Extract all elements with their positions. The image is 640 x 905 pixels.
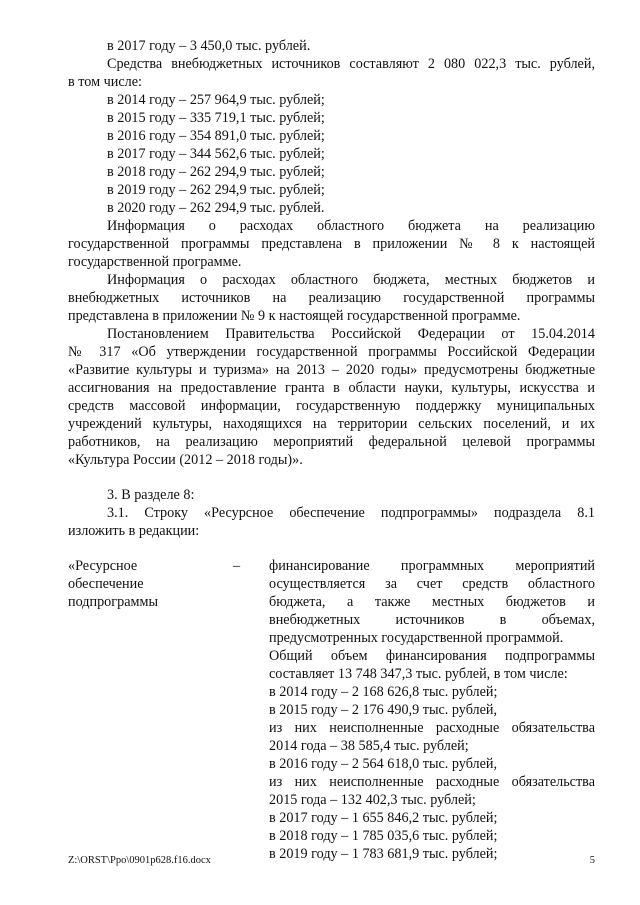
body-text-line: Средства внебюджетных источников составляют 2 080 022,3 тыс. рублей, <box>107 56 595 72</box>
row-content-line: 2014 года – 38 585,4 тыс. рублей; <box>269 738 469 754</box>
body-text-line: в 2019 году – 262 294,9 тыс. рублей; <box>107 182 325 198</box>
row-content-line: в 2019 году – 1 783 681,9 тыс. рублей; <box>269 846 498 862</box>
row-content-line: в 2017 году – 1 655 846,2 тыс. рублей; <box>269 810 498 826</box>
body-text-line: в 2016 году – 354 891,0 тыс. рублей; <box>107 128 325 144</box>
body-text-line: Постановлением Правительства Российской Федерации от 15.04.2014 <box>107 326 595 342</box>
body-text-line: государственной программе. <box>68 254 242 270</box>
row-content-line: 2015 года – 132 402,3 тыс. рублей; <box>269 792 476 808</box>
body-text-line: ассигнования на предоставление гранта в области науки, культуры, искусства и <box>68 380 595 396</box>
row-content-line: из них неисполненные расходные обязательства <box>269 720 595 736</box>
row-label-line: – <box>233 558 241 574</box>
row-label-line: обеспечение <box>68 576 144 592</box>
body-text-line: учреждений культуры, находящихся на территории сельских поселений, и их <box>68 416 595 432</box>
body-text-line: в 2017 году – 3 450,0 тыс. рублей. <box>107 38 311 54</box>
body-text-line: в 2014 году – 257 964,9 тыс. рублей; <box>107 92 325 108</box>
body-text-line: в 2020 году – 262 294,9 тыс. рублей. <box>107 200 325 216</box>
row-content-line: из них неисполненные расходные обязательства <box>269 774 595 790</box>
body-text-line: № 317 «Об утверждении государственной программы Российской Федерации <box>68 344 595 360</box>
row-content-line: в 2014 году – 2 168 626,8 тыс. рублей; <box>269 684 498 700</box>
body-text-line: представлена в приложении № 9 к настоящей государственной программе. <box>68 308 521 324</box>
row-content-line: в 2015 году – 2 176 490,9 тыс. рублей, <box>269 702 498 718</box>
row-content-line: Общий объем финансирования подпрограммы <box>269 648 595 664</box>
row-content-line: в 2016 году – 2 564 618,0 тыс. рублей, <box>269 756 498 772</box>
footer-file-path: Z:\ORST\Ppo\0901p628.f16.docx <box>68 855 211 866</box>
row-content-line: осуществляется за счет средств областного <box>269 576 595 592</box>
row-label-line: подпрограммы <box>68 594 158 610</box>
body-text-line: внебюджетных источников на реализацию государственной программы <box>68 290 595 306</box>
row-content-line: в 2018 году – 1 785 035,6 тыс. рублей; <box>269 828 498 844</box>
body-text-line: в 2018 году – 262 294,9 тыс. рублей; <box>107 164 325 180</box>
page-number: 5 <box>589 855 595 866</box>
row-content-line: финансирование программных мероприятий <box>269 558 595 574</box>
body-text-line: Информация о расходах областного бюджета на реализацию <box>107 218 595 234</box>
body-text-line: в 2017 году – 344 562,6 тыс. рублей; <box>107 146 325 162</box>
body-text-line: 3.1. Строку «Ресурсное обеспечение подпрограммы» подраздела 8.1 <box>107 505 595 521</box>
body-text-line: «Культура России (2012 – 2018 годы)». <box>68 452 303 468</box>
body-text-line: в том числе: <box>68 74 142 90</box>
body-text-line: работников, на реализацию мероприятий федеральной целевой программы <box>68 434 595 450</box>
row-content-line: внебюджетных источников в объемах, <box>269 612 595 628</box>
row-content-line: составляет 13 748 347,3 тыс. рублей, в том числе: <box>269 666 568 682</box>
body-text-line: средств массовой информации, государственную поддержку муниципальных <box>68 398 595 414</box>
body-text-line: государственной программы представлена в приложении № 8 к настоящей <box>68 236 595 252</box>
body-text-line: изложить в редакции: <box>68 523 200 539</box>
row-content-line: предусмотренных государственной программой. <box>269 630 564 646</box>
body-text-line: в 2015 году – 335 719,1 тыс. рублей; <box>107 110 325 126</box>
body-text-line: Информация о расходах областного бюджета, местных бюджетов и <box>107 272 595 288</box>
body-text-line: 3. В разделе 8: <box>107 487 195 503</box>
row-content-line: бюджета, а также местных бюджетов и <box>269 594 595 610</box>
row-label-line: «Ресурсное <box>68 558 138 574</box>
body-text-line: «Развитие культуры и туризма» на 2013 – 2020 годы» предусмотрены бюджетные <box>68 362 595 378</box>
